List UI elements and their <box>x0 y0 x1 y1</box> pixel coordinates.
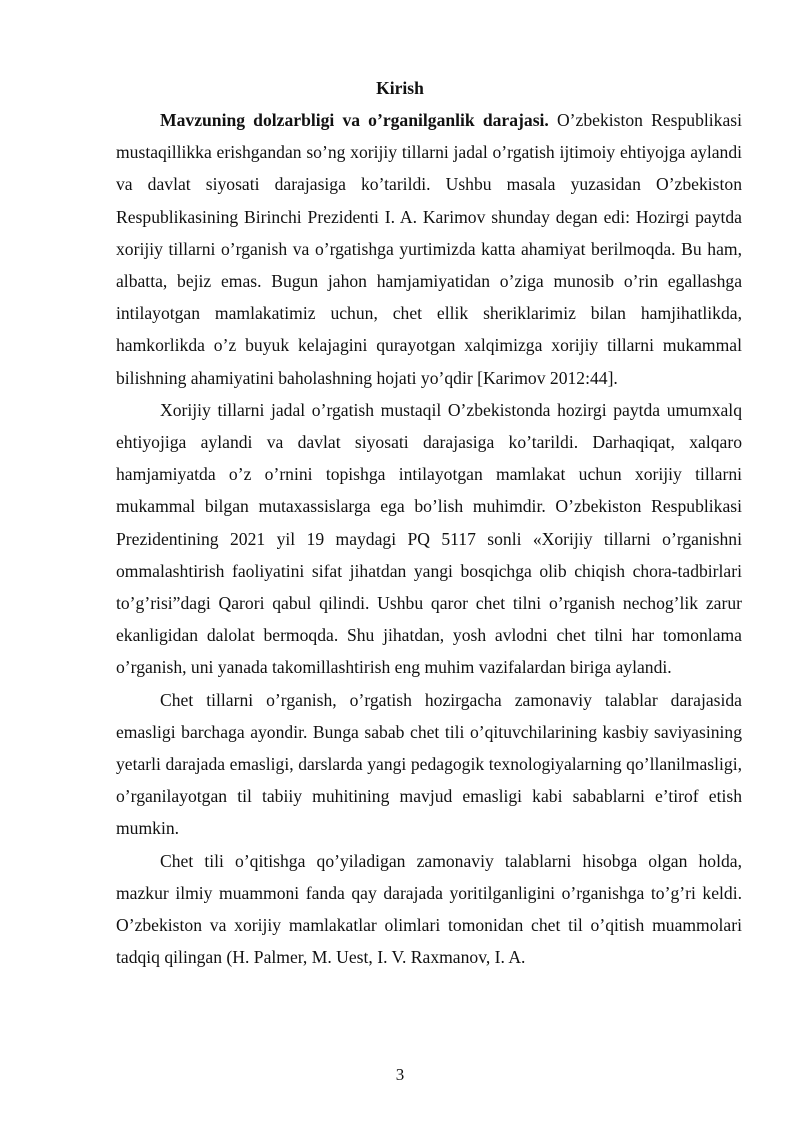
paragraph-text: O’zbekiston Respublikasi mustaqillikka erishgandan so’ng xorijiy tillarni jadal o’rgatish ijtimoiy ehtiyojga aylandi va davlat siyosati darajasiga ko’tarildi. Ushbu masala yuzasidan O’zbekiston Respublikasining Birinchi Prezidenti I. A. Karimov shunday degan edi: Hozirgi paytda xorijiy tillarni o’rganish va o’rgatishga yurtimizda katta ahamiyat berilmoqda. Bu ham, albatta, bejiz emas. Bugun jahon hamjamiyatidan o’ziga munosib o’rin egallashga intilayotgan mamlakatimiz uchun, chet ellik sheriklarimiz bilan hamjihatlikda, hamkorlikda o’z buyuk kelajagini qurayotgan xalqimizga xorijiy tillarni mukammal bilishning ahamiyatini baholashning hojati yo’qdir [Karimov 2012:44]. <box>116 110 742 388</box>
paragraph-3: Chet tillarni o’rganish, o’rgatish hozirgacha zamonaviy talablar darajasida emasligi barchaga ayondir. Bunga sabab chet tili o’qituvchilarining kasbiy saviyasining yetarli darajada emasligi, darslarda yangi pedagogik texnologiyalarning qo’llanilmasligi, o’rganilayotgan til tabiiy muhitining mavjud emasligi kabi sabablarni e’tirof etish mumkin. <box>116 689 742 839</box>
paragraph-2: Xorijiy tillarni jadal o’rgatish mustaqil O’zbekistonda hozirgi paytda umumxalq ehtiyojiga aylandi va davlat siyosati darajasiga ko’tarildi. Darhaqiqat, xalqaro hamjamiyatda o’z o’rnini topishga intilayotgan mamlakat uchun xorijiy tillarni mukammal bilgan mutaxassislarga ega bo’lish muhimdir. O’zbekiston Respublikasi Prezidentining 2021 yil 19 maydagi PQ 5117 sonli «Xorijiy tillarni o’rganishni ommalashtirish faoliyatini sifat jihatdan yangi bosqichga olib chiqish chora-tadbirlari to’g’risi”dagi Qarori qabul qilindi. Ushbu qaror chet tilni o’rganish nechog’lik zarur ekanligidan dalolat bermoqda. Shu jihatdan, yosh avlodni chet tilni har tomonlama o’rganish, uni yanada takomillashtirish eng muhim vazifalardan biriga aylandi. <box>116 399 742 678</box>
page-number: 3 <box>395 1065 405 1084</box>
inline-heading: Mavzuning dolzarbligi va o’rganilganlik darajasi. <box>160 110 549 130</box>
body-text <box>116 104 742 973</box>
paragraph-4: Chet tili o’qitishga qo’yiladigan zamonaviy talablarni hisobga olgan holda, mazkur ilmiy muammoni fanda qay darajada yoritilganligini o’rganishga to’g’ri keldi. O’zbekiston va xorijiy mamlakatlar olimlari tomonidan chet til o’qitish muammolari tadqiq qilingan (H. Palmer, M. Uest, I. V. Raxmanov, I. A. <box>116 850 742 968</box>
section-title: Kirish <box>376 78 424 98</box>
paragraph-1 <box>116 104 742 394</box>
